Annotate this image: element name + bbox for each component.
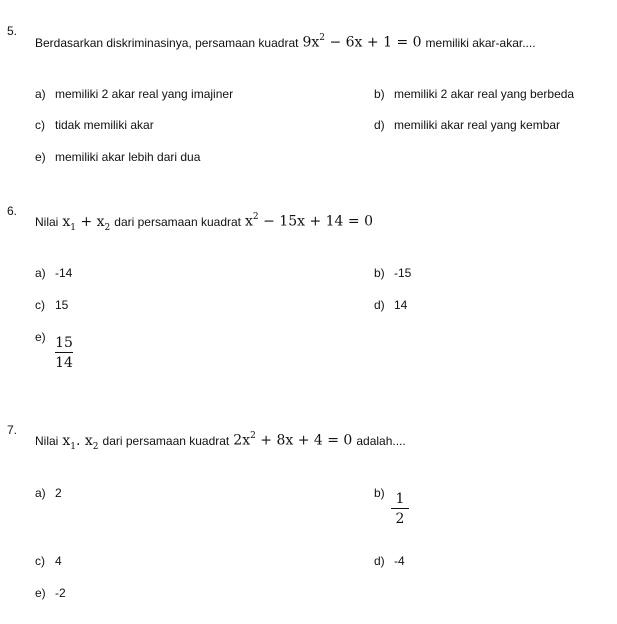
question-7-text-mid: dari persamaan kuadrat bbox=[102, 433, 230, 448]
question-5-option-a[interactable]: a) memiliki 2 akar real yang imajiner bbox=[35, 87, 234, 101]
question-6-number: 6. bbox=[7, 204, 18, 218]
question-5-option-b[interactable]: b) memiliki 2 akar real yang berbeda bbox=[374, 87, 575, 101]
question-7-option-b-fraction bbox=[391, 492, 409, 526]
question-6-text-before: Nilai bbox=[35, 214, 59, 229]
fraction-numerator: 1 bbox=[395, 491, 405, 507]
question-7-option-c[interactable]: c) 4 bbox=[35, 554, 62, 568]
question-6-equation: $x^2 - 15x + 14 = 0$ bbox=[245, 212, 373, 230]
question-7-option-e[interactable]: e) -2 bbox=[35, 586, 66, 600]
question-7-option-d[interactable]: d) -4 bbox=[374, 554, 405, 568]
question-7-text bbox=[35, 432, 406, 451]
question-6-option-d[interactable]: d) 14 bbox=[374, 298, 408, 312]
question-5-option-d[interactable]: d) memiliki akar real yang kembar bbox=[374, 118, 561, 132]
fraction-bar bbox=[391, 508, 409, 509]
question-6-text bbox=[35, 213, 373, 232]
question-7-option-a[interactable]: a) 2 bbox=[35, 486, 62, 500]
question-7-number: 7. bbox=[7, 423, 18, 437]
question-6-sum-expression: $x_1 + x_2$ bbox=[62, 213, 111, 233]
question-6-option-e[interactable]: e) bbox=[35, 330, 46, 344]
question-6-option-c[interactable]: c) 15 bbox=[35, 298, 69, 312]
fraction-numerator: 15 bbox=[55, 335, 73, 351]
question-7-text-after: adalah.... bbox=[356, 433, 406, 448]
question-7-product-expression: $x_1$. $x_2$ bbox=[62, 432, 99, 452]
question-5-number: 5. bbox=[7, 24, 18, 38]
question-5-equation: $9x^2 - 6x + 1 = 0$ bbox=[302, 33, 422, 51]
question-6-option-a[interactable]: a) -14 bbox=[35, 266, 73, 280]
question-5-text-after: memiliki akar-akar.... bbox=[425, 35, 536, 50]
question-5-option-e[interactable]: e) memiliki akar lebih dari dua bbox=[35, 150, 201, 164]
fraction-denominator: 14 bbox=[55, 355, 73, 371]
question-7-equation: $2x^2 + 8x + 4 = 0$ bbox=[233, 431, 353, 449]
question-5-text bbox=[35, 34, 536, 51]
question-5-text-before: Berdasarkan diskriminasinya, persamaan kuadrat bbox=[35, 35, 299, 50]
question-6-option-e-fraction bbox=[55, 336, 73, 370]
question-7-option-b[interactable]: b) bbox=[374, 486, 385, 500]
question-5-option-c[interactable]: c) tidak memiliki akar bbox=[35, 118, 154, 132]
fraction-denominator: 2 bbox=[395, 511, 405, 527]
question-6-option-b[interactable]: b) -15 bbox=[374, 266, 412, 280]
question-7-text-before: Nilai bbox=[35, 433, 59, 448]
question-6-text-mid: dari persamaan kuadrat bbox=[114, 214, 242, 229]
fraction-bar bbox=[55, 352, 73, 353]
